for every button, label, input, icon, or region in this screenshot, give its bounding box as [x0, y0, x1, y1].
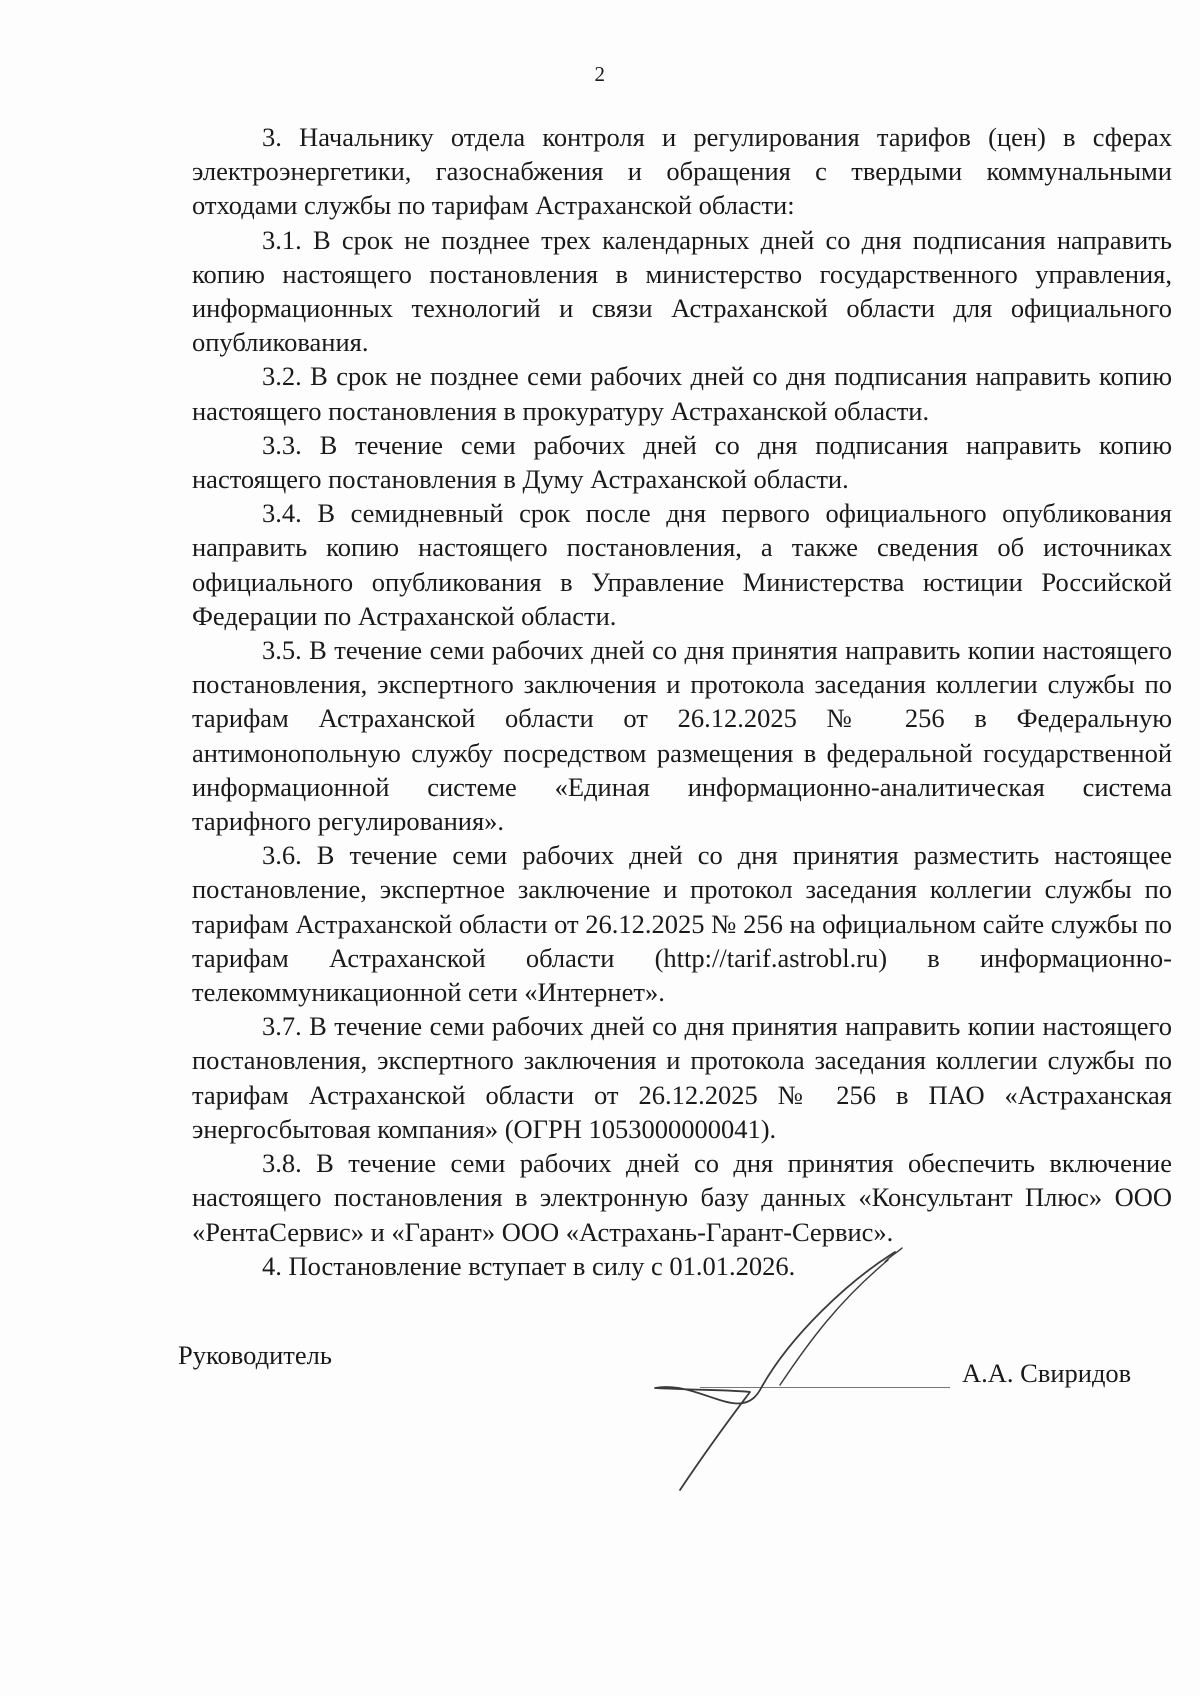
paragraph-3-6: 3.6. В течение семи рабочих дней со дня принятия разместить настоящее постановление, экспертное заключение и протокол заседания коллегии службы по тарифам Астраханской области от 26.12.2025 № 256 на официальном сайте службы по тарифам Астраханской области (http://tarif.astrobl.ru) в информационно-телекоммуникационной сети «Интернет».: [192, 840, 1172, 1008]
paragraph-3: 3. Начальнику отдела контроля и регулирования тарифов (цен) в сферах электроэнергетики, газоснабжения и обращения с твердыми коммунальными отходами службы по тарифам Астраханской области:: [192, 122, 1172, 221]
signatory-name: А.А. Свиридов: [962, 1358, 1132, 1388]
signatory-title: Руководитель: [178, 1340, 332, 1370]
signature-block: [0, 1240, 1200, 1500]
handwritten-signature: [640, 1240, 960, 1500]
paragraph-3-5: 3.5. В течение семи рабочих дней со дня принятия направить копии настоящего постановления, экспертного заключения и протокола заседания коллегии службы по тарифам Астраханской области от 26.12.2025 № 256 в Федеральную антимонопольную службу посредством размещения в федеральной государственной информационной системе «Единая информационно-аналитическая система тарифного регулирования».: [192, 635, 1172, 837]
paragraph-3-2: 3.2. В срок не позднее семи рабочих дней со дня подписания направить копию настоящего постановления в прокуратуру Астраханской области.: [192, 361, 1172, 426]
paragraph-3-8: 3.8. В течение семи рабочих дней со дня принятия обеспечить включение настоящего постановления в электронную базу данных «Консультант Плюс» ООО «РентаСервис» и «Гарант» ООО «Астрахань-Гарант-Сервис».: [192, 1148, 1172, 1247]
paragraph-3-3: 3.3. В течение семи рабочих дней со дня подписания направить копию настоящего постановления в Думу Астраханской области.: [192, 429, 1172, 495]
page-number: 2: [594, 62, 606, 86]
document-body: [192, 120, 1172, 1283]
paragraph-4: 4. Постановление вступает в силу с 01.01.2026.: [262, 1250, 796, 1281]
paragraph-3-1: 3.1. В срок не позднее трех календарных дней со дня подписания направить копию настоящего постановления в министерство государственного управления, информационных технологий и связи Астраханской области для официального опубликования.: [192, 224, 1172, 358]
paragraph-3-7: 3.7. В течение семи рабочих дней со дня принятия направить копии настоящего постановления, экспертного заключения и протокола заседания коллегии службы по тарифам Астраханской области от 26.12.2025 № 256 в ПАО «Астраханская энергосбытовая компания» (ОГРН 1053000000041).: [192, 1011, 1172, 1144]
paragraph-3-4: 3.4. В семидневный срок после дня первого официального опубликования направить копию настоящего постановления, а также сведения об источниках официального опубликования в Управление Министерства юстиции Российской Федерации по Астраханской области.: [192, 498, 1172, 631]
